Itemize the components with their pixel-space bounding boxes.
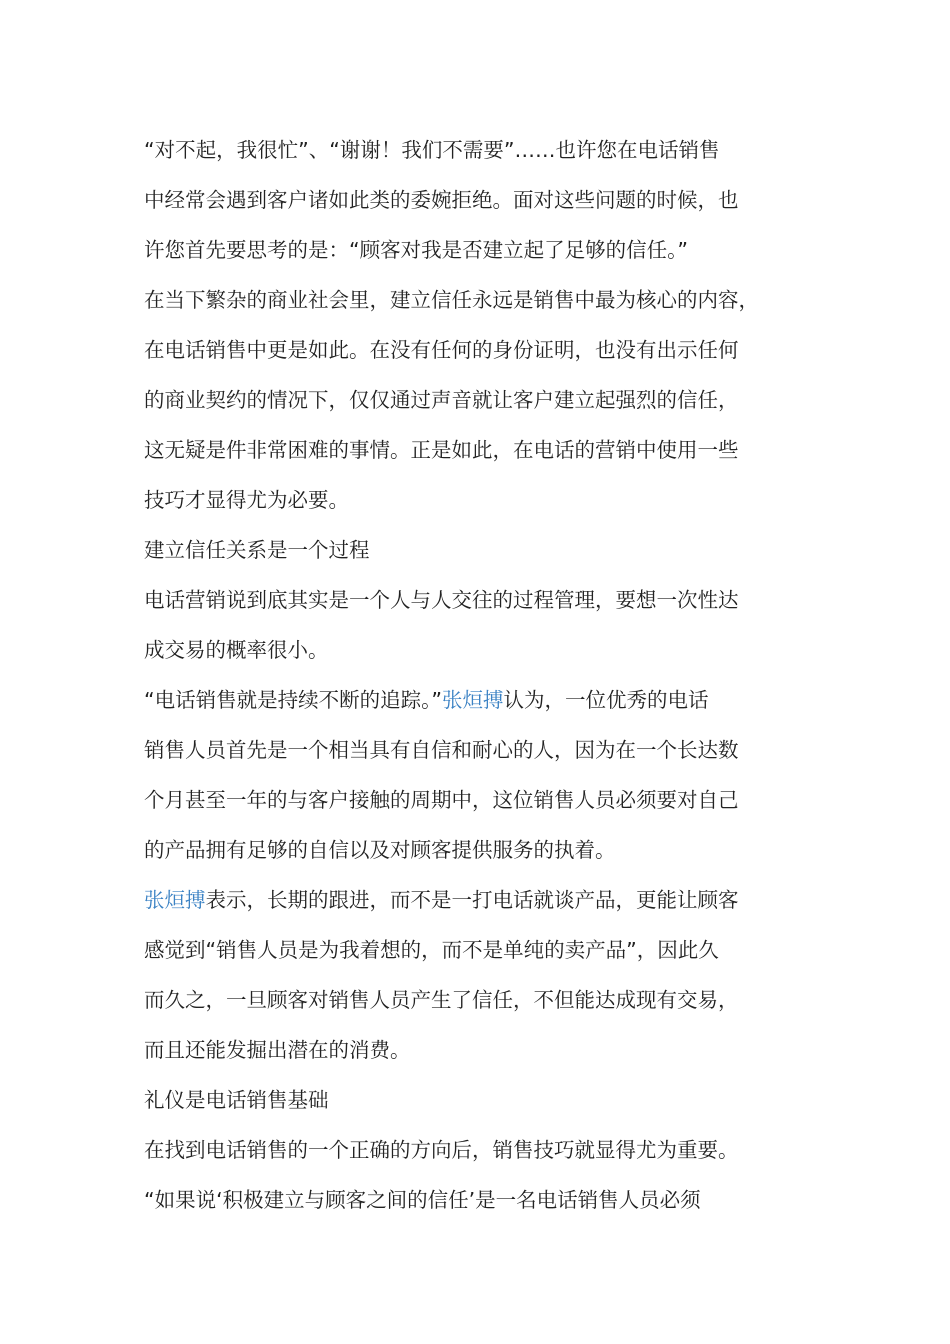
person-name-link[interactable]: 张烜搏 [442, 688, 504, 712]
text-line [144, 425, 814, 475]
text-segment: 礼仪是电话销售基础 [144, 1088, 329, 1112]
text-line [144, 975, 814, 1025]
text-segment: “如果说‘积极建立与顾客之间的信任’是一名电话销售人员必须 [144, 1188, 701, 1212]
text-line [144, 125, 814, 175]
text-line [144, 1125, 814, 1175]
text-line [144, 925, 814, 975]
text-segment: 成交易的概率很小。 [144, 638, 329, 662]
text-line [144, 225, 814, 275]
text-segment: 中经常会遇到客户诸如此类的委婉拒绝。面对这些问题的时候，也 [144, 188, 739, 212]
text-segment: 电话营销说到底其实是一个人与人交往的过程管理，要想一次性达 [144, 588, 739, 612]
text-line [144, 475, 814, 525]
text-line [144, 875, 814, 925]
text-line [144, 325, 814, 375]
text-segment: “对不起，我很忙”、“谢谢！我们不需要”……也许您在电话销售 [144, 138, 720, 162]
text-segment: 这无疑是件非常困难的事情。正是如此，在电话的营销中使用一些 [144, 438, 739, 462]
text-line [144, 575, 814, 625]
text-line [144, 625, 814, 675]
text-segment: 而且还能发掘出潜在的消费。 [144, 1038, 411, 1062]
text-segment: 个月甚至一年的与客户接触的周期中，这位销售人员必须要对自己 [144, 788, 739, 812]
text-line [144, 175, 814, 225]
text-line [144, 1175, 814, 1225]
text-segment: 而久之，一旦顾客对销售人员产生了信任，不但能达成现有交易， [144, 988, 739, 1012]
person-name-link[interactable]: 张烜搏 [144, 888, 206, 912]
text-line [144, 275, 814, 325]
text-segment: 许您首先要思考的是：“顾客对我是否建立起了足够的信任。” [144, 238, 688, 262]
text-line [144, 725, 814, 775]
text-line [144, 675, 814, 725]
text-segment: 的产品拥有足够的自信以及对顾客提供服务的执着。 [144, 838, 616, 862]
text-segment: 在电话销售中更是如此。在没有任何的身份证明，也没有出示任何 [144, 338, 739, 362]
text-line [144, 1075, 814, 1125]
text-segment: 销售人员首先是一个相当具有自信和耐心的人，因为在一个长达数 [144, 738, 739, 762]
text-segment: “电话销售就是持续不断的追踪。” [144, 688, 442, 712]
document-body [144, 125, 814, 1225]
text-segment: 在找到电话销售的一个正确的方向后，销售技巧就显得尤为重要。 [144, 1138, 739, 1162]
text-segment: 的商业契约的情况下，仅仅通过声音就让客户建立起强烈的信任， [144, 388, 739, 412]
text-segment: 在当下繁杂的商业社会里，建立信任永远是销售中最为核心的内容， [144, 288, 759, 312]
text-line [144, 525, 814, 575]
text-line [144, 775, 814, 825]
text-segment: 表示，长期的跟进，而不是一打电话就谈产品，更能让顾客 [205, 888, 739, 912]
text-segment: 感觉到“销售人员是为我着想的，而不是单纯的卖产品”，因此久 [144, 938, 719, 962]
text-segment: 建立信任关系是一个过程 [144, 538, 370, 562]
text-line [144, 1025, 814, 1075]
text-line [144, 825, 814, 875]
text-segment: 认为，一位优秀的电话 [503, 688, 709, 712]
text-segment: 技巧才显得尤为必要。 [144, 488, 349, 512]
text-line [144, 375, 814, 425]
